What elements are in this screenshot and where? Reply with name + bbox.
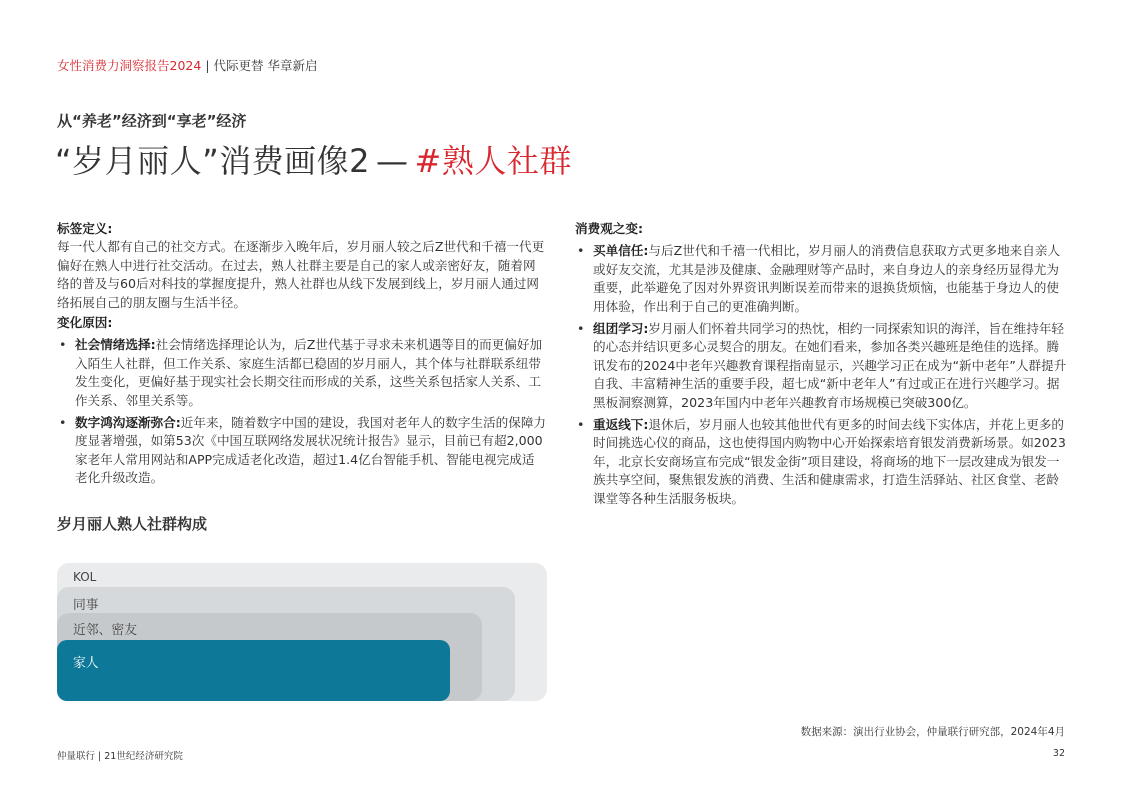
reason-item: [57, 336, 547, 410]
layer-label-family: 家人: [73, 656, 99, 671]
definition-heading: 标签定义:: [57, 221, 113, 236]
report-header: [57, 56, 318, 74]
reason-item: [57, 414, 547, 488]
consumption-label: 重返线下:: [593, 417, 649, 433]
title-main: “岁月丽人”消费画像2: [55, 142, 371, 180]
layer-label-kol: KOL: [73, 570, 97, 584]
consumption-text: 退休后，岁月丽人也较其他世代有更多的时间去线下实体店，并花上更多的时间挑选心仪的商品，这也使得国内购物中心开始探索培育银发消费新场景。如2023年，北京长安商场宣布完成“银发金街”项目建设，将商场的地下一层改建成为银发一族共享空间，聚焦银发族的消费、生活和健康需求，打造生活驿站、社区食堂、老龄课堂等各种生活服务板块。: [593, 417, 1066, 506]
page-number: 32: [1052, 748, 1065, 759]
layer-label-coworker: 同事: [73, 598, 99, 613]
title-dash: —: [376, 142, 409, 180]
consumption-item: [575, 416, 1067, 508]
consumption-label: 组团学习:: [593, 321, 649, 337]
consumption-text: 与后Z世代和千禧一代相比，岁月丽人的消费信息获取方式更多地来自亲人或好友交流，尤其是涉及健康、金融理财等产品时，来自身边人的亲身经历显得尤为重要，此举避免了因对外界资讯判断误差而带来的退换货烦恼，也能基于身边人的使用体验，作出利于自己的更准确判断。: [593, 243, 1061, 314]
layer-family: [57, 640, 450, 701]
title-highlight: #熟人社群: [414, 142, 572, 180]
report-name: 女性消费力洞察报告2024: [57, 58, 202, 73]
layer-label-neighbor: 近邻、密友: [73, 623, 137, 638]
consumption-text: 岁月丽人们怀着共同学习的热忱，相约一同探索知识的海洋，旨在维持年轻的心态并结识更多心灵契合的朋友。在她们看来，参加各类兴趣班是绝佳的选择。腾讯发布的2024中老年兴趣教育课程指南显示，兴趣学习正在成为“新中老年”人群提升自我、丰富精神生活的重要手段，超七成“新中老年人”有过或正在进行兴趣学习。据黑板洞察测算，2023年国内中老年兴趣教育市场规模已突破300亿。: [593, 321, 1067, 410]
page-title: [55, 136, 572, 182]
report-tagline: 代际更替 华章新启: [213, 58, 318, 73]
consumption-item: [575, 242, 1067, 316]
data-source: 数据来源：演出行业协会，仲量联行研究部，2024年4月: [800, 726, 1065, 738]
chart-title: 岁月丽人熟人社群构成: [57, 515, 208, 533]
reasons-heading: 变化原因:: [57, 315, 113, 331]
consumption-heading: 消费观之变:: [575, 221, 644, 236]
reason-label: 社会情绪选择:: [75, 337, 156, 353]
definition-text: 每一代人都有自己的社交方式。在逐渐步入晚年后，岁月丽人较之后Z世代和千禧一代更偏好在熟人中进行社交活动。在过去，熟人社群主要是自己的家人或亲密好友，随着网络的普及与60后对科技的掌握度提升，熟人社群也从线下发展到线上，岁月丽人通过网络拓展自己的朋友圈与生活半径。: [57, 239, 545, 310]
reason-label: 数字鸿沟逐渐弥合:: [75, 415, 181, 431]
left-column: [57, 220, 547, 488]
right-column: [575, 220, 1067, 508]
consumption-label: 买单信任:: [593, 243, 649, 259]
footer-publisher: 仲量联行 | 21世纪经济研究院: [57, 751, 183, 762]
header-separator: |: [205, 58, 210, 73]
reason-text: 社会情绪选择理论认为，后Z世代基于寻求未来机遇等目的而更偏好加入陌生人社群，但工作关系、家庭生活都已稳固的岁月丽人，其个体与社群联系纽带发生变化，更偏好基于现实社会长期交往而形成的关系，这些关系包括家人关系、工作关系、邻里关系等。: [75, 337, 543, 408]
page-subtitle: 从“养老”经济到“享老”经济: [57, 112, 247, 130]
reasons-list: [57, 336, 547, 487]
reason-text: 近年来，随着数字中国的建设，我国对老年人的数字生活的保障力度显著增强，如第53次《中国互联网络发展状况统计报告》显示，目前已有超2,000家老年人常用网站和APP完成适老化改造，超过1.4亿台智能手机、智能电视完成适老化升级改造。: [75, 415, 547, 486]
consumption-list: [575, 242, 1067, 508]
consumption-item: [575, 320, 1067, 412]
